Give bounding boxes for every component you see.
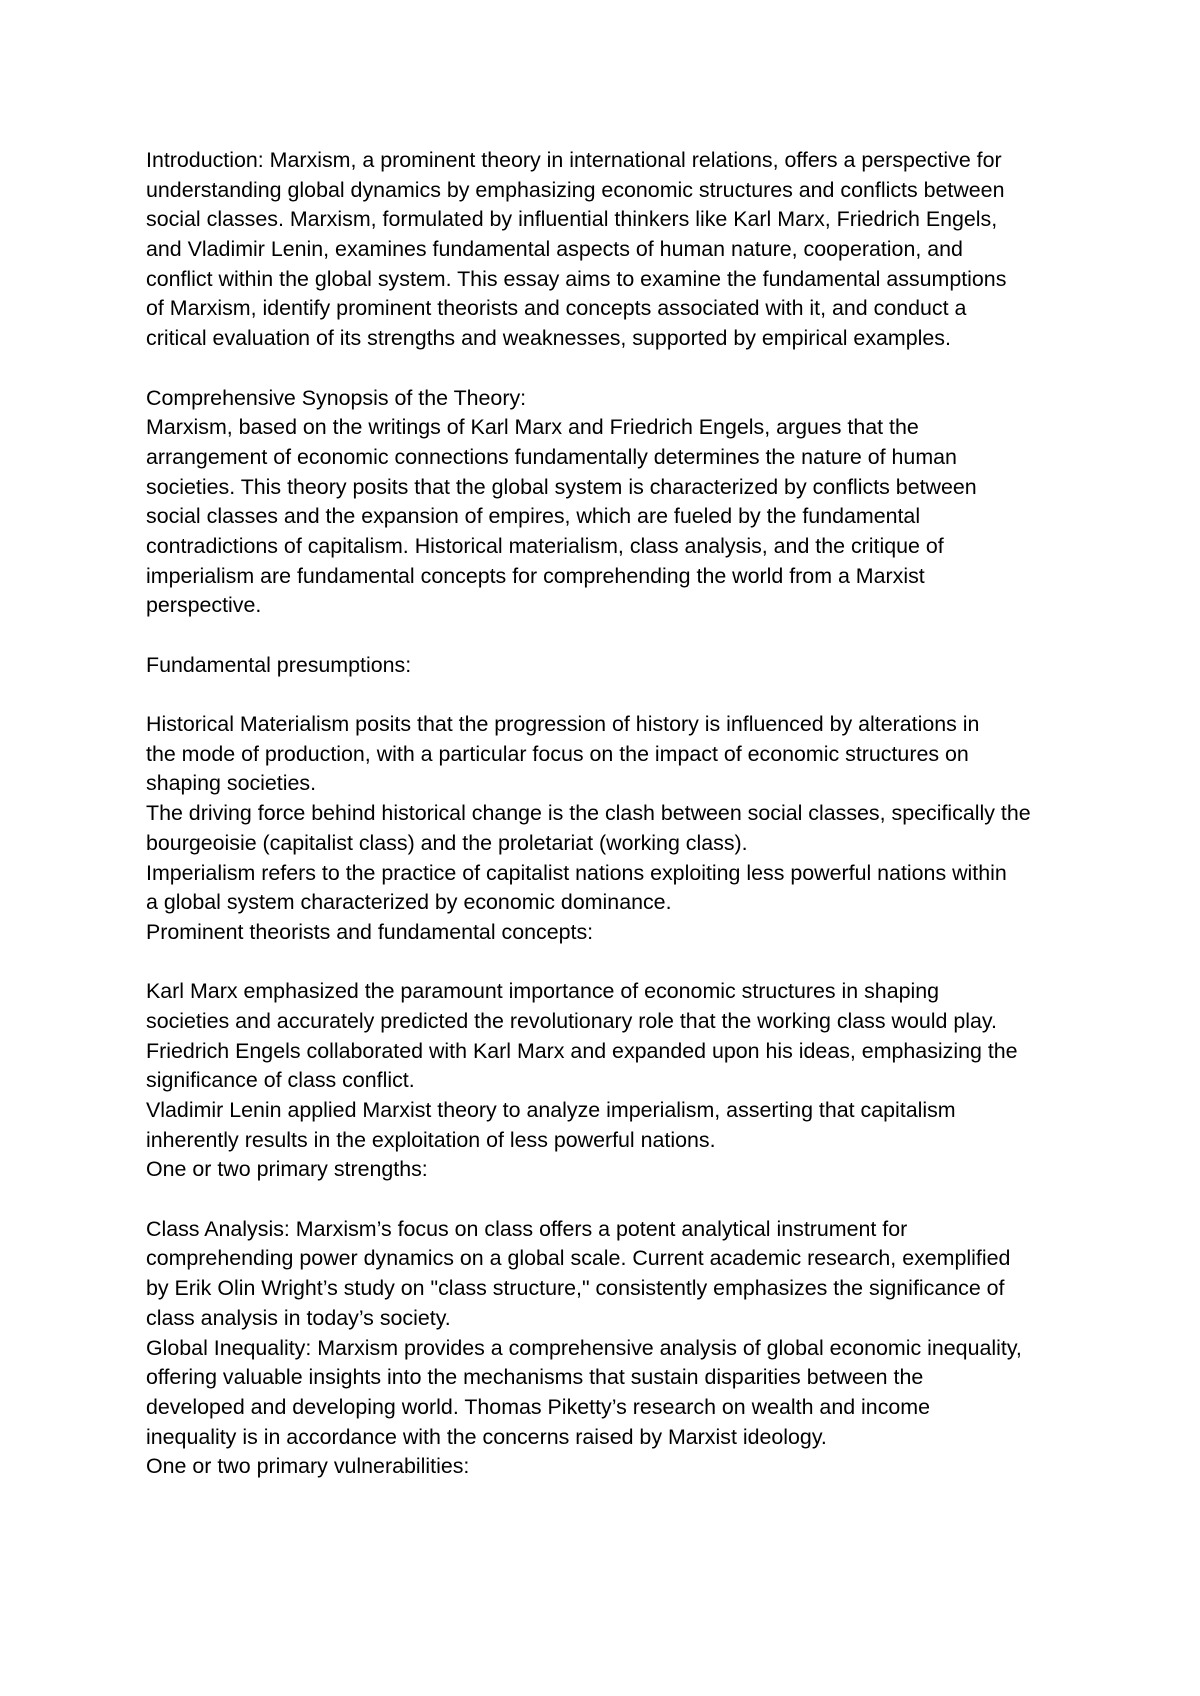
text-line: bourgeoisie (capitalist class) and the proletariat (working class). (146, 830, 748, 855)
text-line: social classes and the expansion of empires, which are fueled by the fundamental (146, 504, 921, 529)
text-line: Comprehensive Synopsis of the Theory: (146, 385, 527, 410)
text-line: of Marxism, identify prominent theorists and concepts associated with it, and conduct a (146, 296, 967, 321)
text-line: a global system characterized by economic dominance. (146, 890, 672, 915)
text-line: by Erik Olin Wright’s study on "class structure," consistently emphasizes the significance of (146, 1276, 1005, 1301)
text-line: Fundamental presumptions: (146, 652, 412, 677)
text-line: the mode of production, with a particular focus on the impact of economic structures on (146, 741, 969, 766)
blank-line (146, 354, 1066, 384)
blank-line (146, 621, 1066, 651)
text-line: comprehending power dynamics on a global scale. Current academic research, exemplified (146, 1246, 1011, 1271)
text-line: Historical Materialism posits that the progression of history is influenced by alterations in (146, 712, 980, 737)
blank-line (146, 1185, 1066, 1215)
text-line: critical evaluation of its strengths and weaknesses, supported by empirical examples. (146, 326, 951, 351)
text-line: conflict within the global system. This essay aims to examine the fundamental assumptions (146, 266, 1007, 291)
text-line: Class Analysis: Marxism’s focus on class offers a potent analytical instrument for (146, 1216, 908, 1241)
text-line: Introduction: Marxism, a prominent theory in international relations, offers a perspective for (146, 148, 1002, 172)
text-line: imperialism are fundamental concepts for comprehending the world from a Marxist (146, 563, 925, 588)
text-line: developed and developing world. Thomas Piketty’s research on wealth and income (146, 1394, 931, 1419)
text-line: Imperialism refers to the practice of capitalist nations exploiting less powerful nations within (146, 860, 1007, 885)
text-line: societies. This theory posits that the global system is characterized by conflicts between (146, 474, 977, 499)
text-line: Vladimir Lenin applied Marxist theory to analyze imperialism, asserting that capitalism (146, 1098, 956, 1122)
text-line: arrangement of economic connections fundamentally determines the nature of human (146, 444, 957, 469)
text-line: social classes. Marxism, formulated by influential thinkers like Karl Marx, Friedrich Engels, (146, 207, 998, 232)
text-line: Global Inequality: Marxism provides a comprehensive analysis of global economic inequality, (146, 1335, 1022, 1360)
text-line: Karl Marx emphasized the paramount importance of economic structures in shaping (146, 979, 940, 1004)
text-line: inherently results in the exploitation of less powerful nations. (146, 1127, 716, 1152)
text-line: Prominent theorists and fundamental concepts: (146, 919, 594, 944)
text-line: contradictions of capitalism. Historical materialism, class analysis, and the critique of (146, 533, 944, 558)
blank-line (146, 680, 1066, 710)
text-line: The driving force behind historical change is the clash between social classes, specifically the (146, 801, 1031, 826)
text-line: class analysis in today’s society. (146, 1305, 451, 1330)
text-line: Marxism, based on the writings of Karl Marx and Friedrich Engels, argues that the (146, 415, 919, 440)
text-line: shaping societies. (146, 771, 317, 796)
text-line: perspective. (146, 593, 262, 618)
document-body (146, 146, 1066, 1482)
text-line: inequality is in accordance with the concerns raised by Marxist ideology. (146, 1424, 827, 1449)
text-line: Friedrich Engels collaborated with Karl Marx and expanded upon his ideas, emphasizing the (146, 1038, 1018, 1063)
text-line: offering valuable insights into the mechanisms that sustain disparities between the (146, 1365, 924, 1390)
text-line: significance of class conflict. (146, 1068, 415, 1093)
text-line: societies and accurately predicted the revolutionary role that the working class would play. (146, 1008, 997, 1033)
blank-line (146, 948, 1066, 978)
text-line: One or two primary strengths: (146, 1157, 428, 1182)
text-line: One or two primary vulnerabilities: (146, 1454, 470, 1479)
text-line: and Vladimir Lenin, examines fundamental aspects of human nature, cooperation, and (146, 237, 963, 262)
text-line: understanding global dynamics by emphasizing economic structures and conflicts between (146, 177, 1005, 202)
